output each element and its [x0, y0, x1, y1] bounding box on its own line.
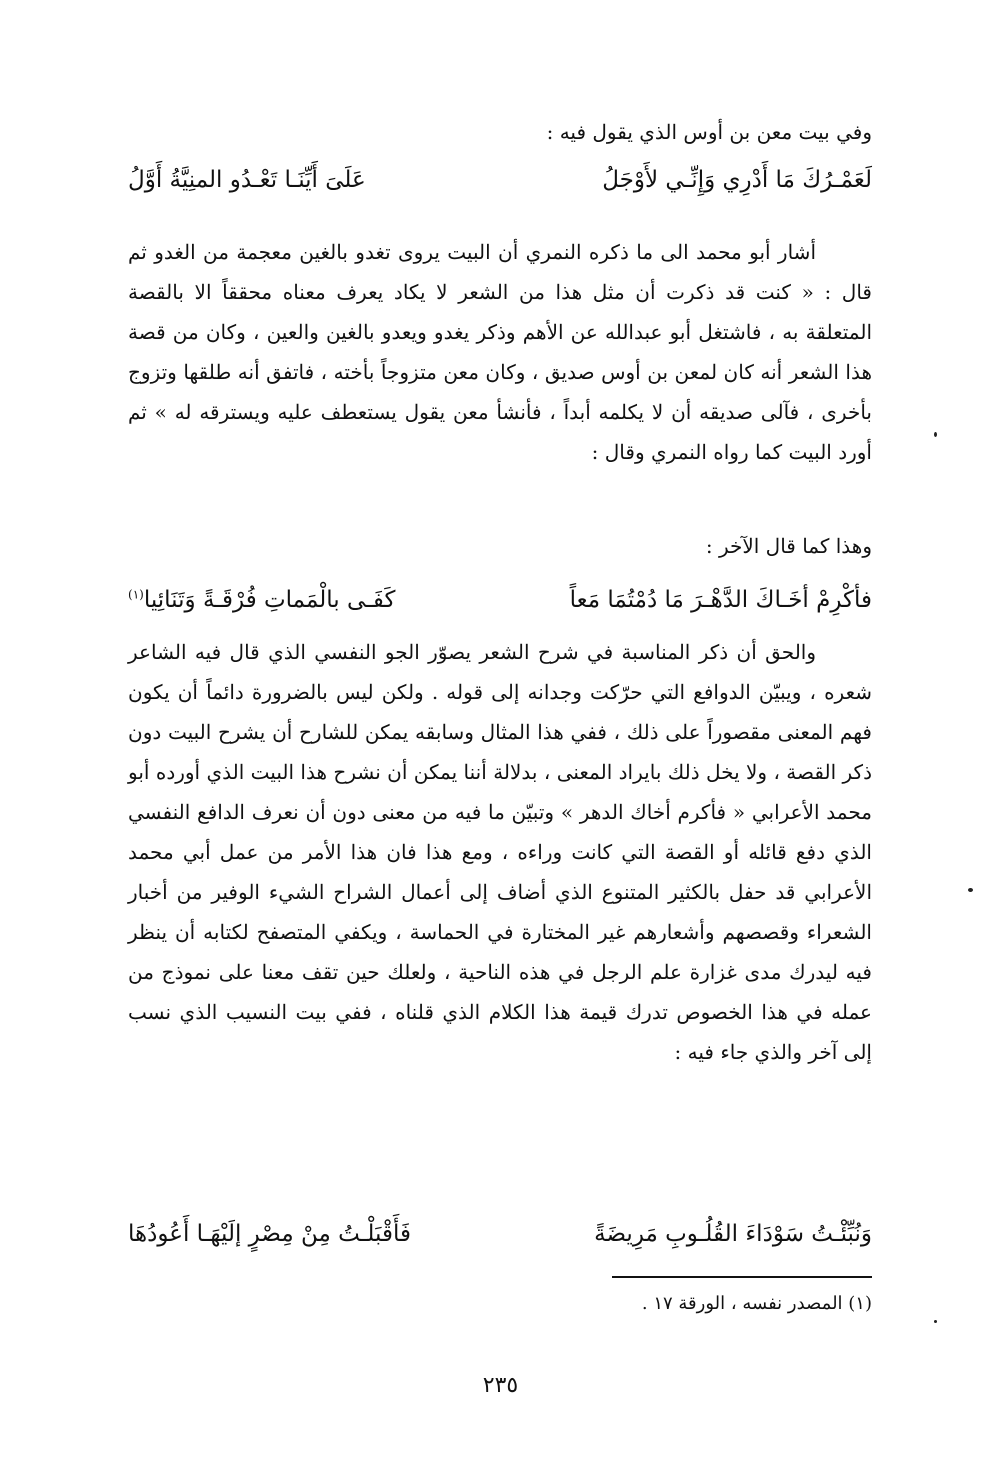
verse-1-first-hemistich: لَعَمْـرُكَ مَا أَدْرِي وَإِنِّـي لأَوْجَلُ: [602, 167, 872, 193]
verse-1-second-hemistich: عَلَىَ أَيِّنَـا تَعْـدُو المنِيَّةُ أَوَّلُ: [128, 167, 366, 193]
intro-line-1: وفي بيت معن بن أوس الذي يقول فيه :: [546, 120, 872, 144]
footnote-marker: (١): [128, 587, 144, 602]
scan-speck: [934, 432, 937, 437]
intro-line-2: وهذا كما قال الآخر :: [705, 534, 872, 558]
verse-3: [128, 1214, 872, 1254]
verse-2-second-hemistich: [128, 580, 395, 620]
paragraph-2: والحق أن ذكر المناسبة في شرح الشعر يصوّر الجو النفسي الذي قال فيه الشاعر شعره ، ويبيّن الدوافع التي حرّكت وجدانه إلى قوله . ولكن ليس بالضرورة دائماً أن يكون فهم المعنى مقصوراً على ذلك ، ففي هذا المثال وسابقه يمكن للشارح أن يشرح البيت دون ذكر القصة ، ولا يخل ذلك بايراد المعنى ، بدلالة أننا يمكن أن نشرح هذا البيت الذي أورده أبو محمد الأعرابي « فأكرم أخاك الدهر » وتبيّن ما فيه من معنى دون أن نعرف الدافع النفسي الذي دفع قائله أو القصة التي كانت وراءه ، ومع هذا فان هذا الأمر من عمل أبي محمد الأعرابي قد حفل بالكثير المتنوع الذي أضاف إلى أعمال الشراح الشيء الوفير من أخبار الشعراء وقصصهم وأشعارهم غير المختارة في الحماسة ، ويكفي المتصفح لكتابه أن ينظر فيه ليدرك مدى غزارة علم الرجل في هذه الناحية ، ولعلك حين تقف معنا على نموذج من عمله في هذا الخصوص تدرك قيمة هذا الكلام الذي قلناه ، ففي بيت النسيب الذي نسب إلى آخر والذي جاء فيه :: [128, 640, 872, 1064]
footnote: (١) المصدر نفسه ، الورقة ١٧ .: [641, 1293, 872, 1314]
paragraph-1: أشار أبو محمد الى ما ذكره النمري أن البيت يروى تغدو بالغين معجمة من الغدو ثم قال : « كنت قد ذكرت أن مثل هذا من الشعر لا يكاد يعرف معناه محققاً الا بالقصة المتعلقة به ، فاشتغل أبو عبدالله عن الأهم وذكر يغدو ويعدو بالغين والعين ، وكان من قصة هذا الشعر أنه كان لمعن بن أوس صديق ، وكان معن متزوجاً بأخته ، فاتفق أنه طلقها وتزوج بأخرى ، فآلى صديقه أن لا يكلمه أبداً ، فأنشأ معن يقول يستعطف عليه ويسترقه له » ثم أورد البيت كما رواه النمري وقال :: [128, 240, 872, 464]
verse-3-second-hemistich: فَأَقْبَلْـتُ مِنْ مِصْرٍ إلَيْهَـا أَعُودُهَا: [128, 1221, 411, 1247]
verse-2: [128, 580, 872, 620]
scan-speck: [934, 1320, 937, 1323]
footnote-separator: [612, 1276, 872, 1278]
verse-1: [128, 160, 872, 200]
page-number: ٢٣٥: [482, 1373, 519, 1398]
scan-speck: [968, 888, 973, 892]
verse-2-first-hemistich: فأكْرِمْ أخَـاكَ الدَّهْـرَ مَا دُمْتُمَا مَعاً: [569, 587, 872, 613]
verse-2-second-hemistich-text: كَفَـى بالْمَماتِ فُرْقَـةً وَتَنَائِيا: [143, 587, 396, 613]
verse-3-first-hemistich: وَنُبِّئْـتُ سَوْدَاءَ القُلُـوبِ مَرِيضَةً: [594, 1221, 872, 1247]
